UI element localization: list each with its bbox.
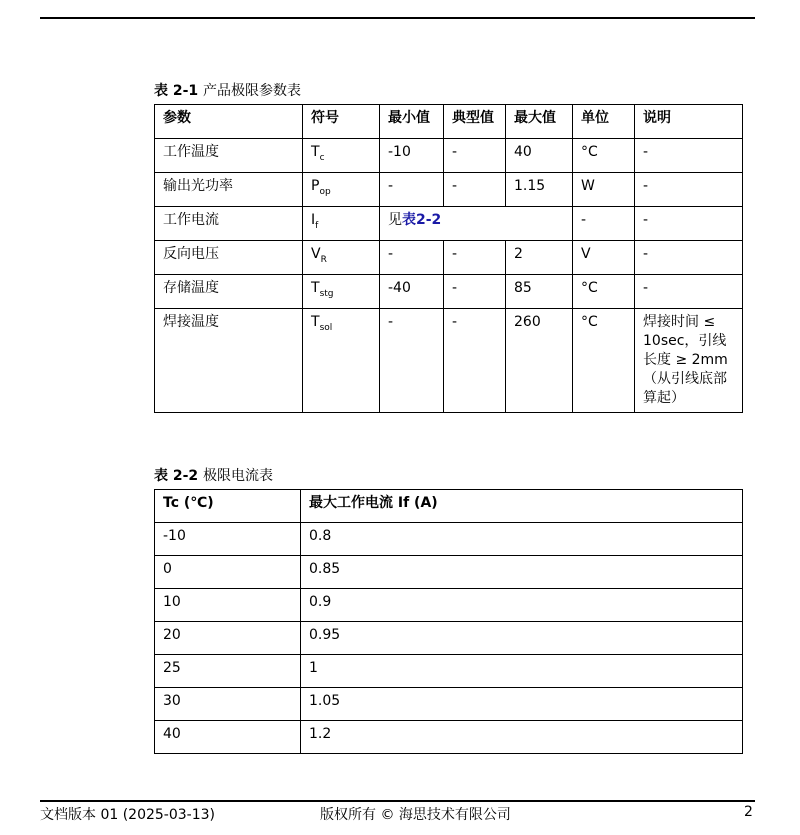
header-max: 最大值 [506, 105, 573, 139]
current-cell: 1.2 [301, 721, 743, 754]
header-note: 说明 [635, 105, 743, 139]
table-row [155, 721, 743, 754]
table-row [155, 173, 743, 207]
min-cell: -40 [380, 275, 444, 309]
table-row [155, 207, 743, 241]
param-cell: 焊接温度 [155, 309, 303, 413]
current-cell: 0.95 [301, 622, 743, 655]
typ-cell: - [444, 173, 506, 207]
table-row [155, 523, 743, 556]
current-cell: 0.8 [301, 523, 743, 556]
symbol-cell: $V_R$ [303, 241, 380, 275]
typ-cell: - [444, 139, 506, 173]
table-row [155, 622, 743, 655]
note-cell: - [635, 207, 743, 241]
header-tc: Tc (℃) [155, 490, 301, 523]
note-cell: - [635, 275, 743, 309]
tc-cell: 10 [155, 589, 301, 622]
max-cell: 2 [506, 241, 573, 275]
symbol-cell: $T_{sol}$ [303, 309, 380, 413]
table-row [155, 139, 743, 173]
current-cell: 1 [301, 655, 743, 688]
table-row [155, 275, 743, 309]
min-cell: -10 [380, 139, 444, 173]
table1-caption [154, 80, 301, 100]
table2-caption-text: 极限电流表 [203, 468, 274, 484]
param-cell: 反向电压 [155, 241, 303, 275]
min-cell: - [380, 173, 444, 207]
param-cell: 存储温度 [155, 275, 303, 309]
table-row [155, 688, 743, 721]
param-cell: 工作电流 [155, 207, 303, 241]
header-unit: 单位 [573, 105, 635, 139]
symbol-cell: $T_c$ [303, 139, 380, 173]
page-number: 2 [744, 804, 753, 820]
min-cell: - [380, 309, 444, 413]
current-cell: 0.85 [301, 556, 743, 589]
symbol-cell: $I_f$ [303, 207, 380, 241]
note-cell: - [635, 241, 743, 275]
tc-cell: 30 [155, 688, 301, 721]
table2-2-link[interactable]: 表2-2 [402, 212, 442, 228]
header-max-current: 最大工作电流 If (A) [301, 490, 743, 523]
table1-caption-number: 表 2-1 [154, 83, 199, 99]
tc-cell: 0 [155, 556, 301, 589]
unit-cell: °C [573, 309, 635, 413]
limit-parameters-table [154, 104, 743, 413]
table2-caption [154, 465, 273, 485]
table-row [155, 241, 743, 275]
typ-cell: - [444, 309, 506, 413]
current-cell: 0.9 [301, 589, 743, 622]
unit-cell: °C [573, 275, 635, 309]
max-cell: 1.15 [506, 173, 573, 207]
header-typ: 典型值 [444, 105, 506, 139]
max-cell: 85 [506, 275, 573, 309]
unit-cell: °C [573, 139, 635, 173]
note-cell: 焊接时间 ≤ 10sec，引线长度 ≥ 2mm （从引线底部算起） [635, 309, 743, 413]
header-rule [40, 17, 755, 19]
table2-caption-number: 表 2-2 [154, 468, 199, 484]
param-cell: 工作温度 [155, 139, 303, 173]
table1-header-row [155, 105, 743, 139]
copyright-notice: 版权所有 © 海思技术有限公司 [320, 807, 511, 823]
header-param: 参数 [155, 105, 303, 139]
see-reference-cell: 见表2-2 [380, 207, 573, 241]
table-row [155, 589, 743, 622]
table-row [155, 556, 743, 589]
tc-cell: 25 [155, 655, 301, 688]
footer-rule [40, 800, 755, 802]
table2-header-row [155, 490, 743, 523]
tc-cell: 40 [155, 721, 301, 754]
min-cell: - [380, 241, 444, 275]
current-cell: 1.05 [301, 688, 743, 721]
table-row [155, 655, 743, 688]
header-min: 最小值 [380, 105, 444, 139]
unit-cell: W [573, 173, 635, 207]
max-cell: 40 [506, 139, 573, 173]
typ-cell: - [444, 241, 506, 275]
unit-cell: V [573, 241, 635, 275]
tc-cell: 20 [155, 622, 301, 655]
typ-cell: - [444, 275, 506, 309]
param-cell: 输出光功率 [155, 173, 303, 207]
tc-cell: -10 [155, 523, 301, 556]
symbol-cell: $T_{stg}$ [303, 275, 380, 309]
table-row [155, 309, 743, 413]
header-symbol: 符号 [303, 105, 380, 139]
current-limit-table [154, 489, 743, 754]
document-version: 文档版本 01 (2025-03-13) [40, 807, 215, 823]
table1-caption-text: 产品极限参数表 [203, 83, 302, 99]
unit-cell: - [573, 207, 635, 241]
max-cell: 260 [506, 309, 573, 413]
symbol-cell: $P_{op}$ [303, 173, 380, 207]
note-cell: - [635, 173, 743, 207]
note-cell: - [635, 139, 743, 173]
